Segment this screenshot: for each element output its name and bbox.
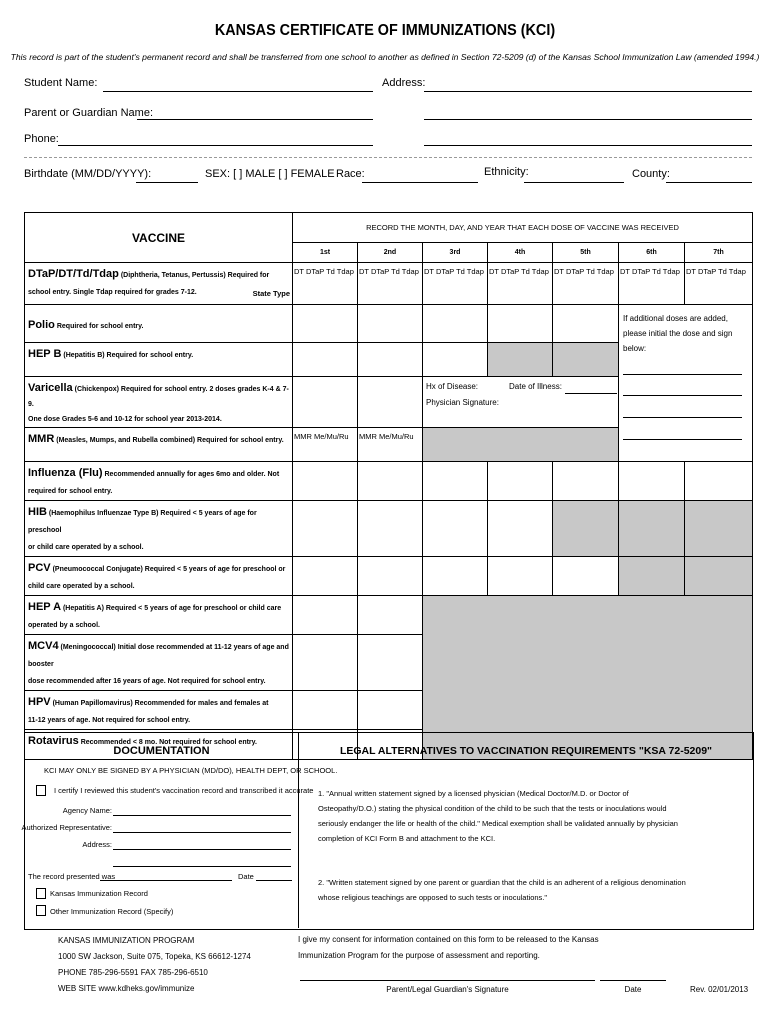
- shaded-cell: [619, 501, 685, 557]
- record-presented-field[interactable]: [100, 880, 232, 881]
- influenza-dose-2[interactable]: [358, 462, 423, 501]
- vaccine-cell-hepb: HEP B (Hepatitis B) Required for school entry.: [25, 343, 293, 377]
- form-subtitle: This record is part of the student's permanent record and shall be transferred from one school to another as defined in Section 72-5209 (d) of the Kansas School Immunization Law (amended 1994.): [10, 52, 760, 62]
- authorized-rep-label: Authorized Representative:: [21, 823, 112, 832]
- vaccine-cell-varicella: Varicella (Chickenpox) Required for school entry. 2 doses grades K-4 & 7-9. One dose Grades 5-6 and 10-12 for school year 2013-2014.: [25, 377, 293, 428]
- table-row-pcv: [25, 557, 753, 596]
- dose-header-5: 5th: [553, 243, 619, 263]
- dtap-dose-1[interactable]: DT DTaP Td Tdap: [293, 263, 358, 305]
- birthdate-field[interactable]: [136, 182, 198, 183]
- other-record-checkbox[interactable]: [36, 905, 46, 916]
- race-label: Race:: [336, 168, 365, 180]
- vaccine-cell-polio: Polio Required for school entry.: [25, 305, 293, 343]
- shaded-cell: [553, 343, 619, 377]
- additional-doses-cell[interactable]: [619, 305, 753, 462]
- dtap-dose-2[interactable]: DT DTaP Td Tdap: [358, 263, 423, 305]
- dose-header-7: 7th: [685, 243, 753, 263]
- address-label: Address:: [382, 77, 426, 89]
- polio-dose-1[interactable]: [293, 305, 358, 343]
- pcv-dose-2[interactable]: [358, 557, 423, 596]
- dose-header-4: 4th: [488, 243, 553, 263]
- birthdate-label: Birthdate (MM/DD/YYYY):: [24, 168, 152, 180]
- dtap-dose-6[interactable]: DT DTaP Td Tdap: [619, 263, 685, 305]
- guardian-signature-label: Parent/Legal Guardian's Signature: [386, 985, 509, 994]
- legal-title: LEGAL ALTERNATIVES TO VACCINATION REQUIREMENTS "KSA 72-5209": [339, 745, 713, 757]
- guardian-name-label: Parent or Guardian Name:: [24, 107, 154, 119]
- additional-sign-line-2[interactable]: [623, 395, 742, 396]
- vaccine-cell-pcv: PCV (Pneumococcal Conjugate) Required < 5 years of age for preschool or child care operated by a school.: [25, 557, 293, 596]
- hib-dose-3[interactable]: [423, 501, 488, 557]
- dtap-dose-5[interactable]: DT DTaP Td Tdap: [553, 263, 619, 305]
- polio-dose-5[interactable]: [553, 305, 619, 343]
- vaccine-cell-dtap: DTaP/DT/Td/Tdap (Diphtheria, Tetanus, Pertussis) Required for school entry. Single Tdap required for grades 7-12. State Type: [25, 263, 293, 305]
- county-label: County:: [632, 168, 670, 180]
- vaccine-cell-hepa: HEP A (Hepatitis A) Required < 5 years of age for preschool or child care operated by a school.: [25, 596, 293, 635]
- date-of-illness-field[interactable]: [565, 393, 617, 394]
- instruction-header: RECORD THE MONTH, DAY, AND YEAR THAT EACH DOSE OF VACCINE WAS RECEIVED: [293, 213, 753, 243]
- polio-dose-4[interactable]: [488, 305, 553, 343]
- polio-dose-2[interactable]: [358, 305, 423, 343]
- hx-disease-label: Hx of Disease:: [426, 382, 479, 391]
- program-name: KANSAS IMMUNIZATION PROGRAM: [58, 936, 195, 945]
- influenza-dose-1[interactable]: [293, 462, 358, 501]
- ethnicity-label: Ethnicity:: [484, 166, 529, 178]
- table-row-influenza: [25, 462, 753, 501]
- influenza-dose-4[interactable]: [488, 462, 553, 501]
- hib-dose-1[interactable]: [293, 501, 358, 557]
- additional-sign-line-1[interactable]: [623, 374, 742, 375]
- table-row-hepa: [25, 596, 753, 635]
- vaccine-header: VACCINE: [131, 230, 186, 245]
- hepb-dose-1[interactable]: [293, 343, 358, 377]
- dtap-dose-4[interactable]: DT DTaP Td Tdap: [488, 263, 553, 305]
- doc-date-label: Date: [238, 872, 254, 881]
- vaccine-cell-mcv4: MCV4 (Meningococcal) Initial dose recommended at 11-12 years of age and booster dose recommended after 16 years of age. Not required for school entry.: [25, 635, 293, 691]
- influenza-dose-6[interactable]: [619, 462, 685, 501]
- kir-label: Kansas Immunization Record: [50, 889, 148, 898]
- pcv-dose-5[interactable]: [553, 557, 619, 596]
- vaccine-cell-rotavirus: Rotavirus Recommended < 8 mo. Not required for school entry.: [25, 730, 293, 760]
- vaccine-cell-mmr: MMR (Measles, Mumps, and Rubella combined) Required for school entry.: [25, 428, 293, 462]
- kir-checkbox[interactable]: [36, 888, 46, 899]
- pcv-dose-1[interactable]: [293, 557, 358, 596]
- address-line-3-field[interactable]: [424, 145, 752, 146]
- legal-item-2: 2. "Written statement signed by one parent or guardian that the child is an adherent of a religious denomination whose religious teachings are opposed to such tests or inoculations.": [318, 878, 686, 902]
- certify-label: I certify I reviewed this student's vaccination record and transcribed it accurate: [54, 786, 314, 795]
- guardian-name-field[interactable]: [137, 119, 373, 120]
- form-title: KANSAS CERTIFICATE OF IMMUNIZATIONS (KCI): [214, 22, 556, 39]
- doc-address-field[interactable]: [113, 849, 291, 850]
- additional-sign-line-3[interactable]: [623, 417, 742, 418]
- dtap-dose-3[interactable]: DT DTaP Td Tdap: [423, 263, 488, 305]
- shaded-cell: [488, 343, 553, 377]
- influenza-dose-5[interactable]: [553, 462, 619, 501]
- dose-header-2: 2nd: [358, 243, 423, 263]
- varicella-history-cell[interactable]: [423, 377, 619, 428]
- shaded-cell: [619, 557, 685, 596]
- hepb-dose-2[interactable]: [358, 343, 423, 377]
- address-field[interactable]: [424, 91, 752, 92]
- student-name-field[interactable]: [103, 91, 373, 92]
- phone-field[interactable]: [58, 145, 373, 146]
- table-row-dtap: [25, 263, 753, 305]
- program-website: WEB SITE www.kdheks.gov/immunize: [58, 984, 195, 993]
- pcv-dose-4[interactable]: [488, 557, 553, 596]
- phone-label: Phone:: [24, 133, 59, 145]
- hepa-dose-2[interactable]: [358, 596, 423, 635]
- additional-sign-line-4[interactable]: [623, 439, 742, 440]
- dose-header-3: 3rd: [423, 243, 488, 263]
- dose-header-1: 1st: [293, 243, 358, 263]
- shaded-cell: [553, 501, 619, 557]
- agency-name-field[interactable]: [113, 815, 291, 816]
- varicella-dose-1[interactable]: [293, 377, 358, 428]
- legal-item-1: 1. "Annual written statement signed by a licensed physician (Medical Doctor/M.D. or Doctor of Osteopathy/D.O.) stating the physical condition of the child to be such that the tests or inoculations would seriously endanger the life or health of the child." Medical exemption shall be validated annually by physician completion of KCI Form B and attachment to the KCI.: [318, 789, 678, 843]
- agency-name-label: Agency Name:: [62, 806, 112, 815]
- guardian-signature-field[interactable]: [300, 980, 595, 981]
- vaccine-cell-influenza: Influenza (Flu) Recommended annually for ages 6mo and older. Not required for school entry.: [25, 462, 293, 501]
- table-row-polio: [25, 305, 753, 343]
- dtap-dose-7[interactable]: DT DTaP Td Tdap: [685, 263, 753, 305]
- pcv-dose-3[interactable]: [423, 557, 488, 596]
- vaccine-header-cell: [25, 213, 293, 263]
- influenza-dose-3[interactable]: [423, 462, 488, 501]
- revision-label: Rev. 02/01/2013: [690, 985, 749, 994]
- ethnicity-field[interactable]: [524, 182, 624, 183]
- vaccine-table: [24, 212, 753, 760]
- shaded-cell: [423, 428, 619, 462]
- table-row-hib: [25, 501, 753, 557]
- hpv-dose-2[interactable]: [358, 691, 423, 730]
- documentation-title: DOCUMENTATION: [113, 745, 210, 757]
- county-field[interactable]: [666, 182, 752, 183]
- state-type-label: State Type: [252, 289, 290, 298]
- signature-date-label: Date: [624, 985, 642, 994]
- mmr-dose-2[interactable]: MMR Me/Mu/Ru: [358, 428, 423, 462]
- hpv-dose-1[interactable]: [293, 691, 358, 730]
- hib-dose-4[interactable]: [488, 501, 553, 557]
- address-line-2-field[interactable]: [424, 119, 752, 120]
- record-presented-label: The record presented was: [28, 872, 116, 881]
- program-phone: PHONE 785-296-5591 FAX 785-296-6510: [58, 968, 208, 977]
- physician-signature-label: Physician Signature:: [426, 398, 499, 407]
- vaccine-cell-hib: HIB (Haemophilus Influenzae Type B) Required < 5 years of age for preschool or child care operated by a school.: [25, 501, 293, 557]
- authorized-rep-field[interactable]: [113, 832, 291, 833]
- doc-address-line-2[interactable]: [113, 866, 291, 867]
- divider: [24, 157, 752, 158]
- mcv4-dose-2[interactable]: [358, 635, 423, 691]
- varicella-dose-2[interactable]: [358, 377, 423, 428]
- shaded-cell: [685, 501, 753, 557]
- date-of-illness-label: Date of Illness:: [509, 382, 562, 391]
- dose-header-6: 6th: [619, 243, 685, 263]
- other-record-label: Other Immunization Record (Specify): [50, 907, 174, 916]
- doc-date-field[interactable]: [256, 880, 292, 881]
- hib-dose-2[interactable]: [358, 501, 423, 557]
- influenza-dose-7[interactable]: [685, 462, 753, 501]
- race-field[interactable]: [362, 182, 478, 183]
- student-name-label: Student Name:: [24, 77, 98, 89]
- section-divider: [298, 732, 299, 928]
- doc-address-label: Address:: [82, 840, 112, 849]
- sex-label[interactable]: SEX: [ ] MALE [ ] FEMALE: [205, 168, 335, 180]
- vaccine-cell-hpv: HPV (Human Papillomavirus) Recommended for males and females at 11-12 years of age. Not required for school entry.: [25, 691, 293, 730]
- program-address: 1000 SW Jackson, Suite 075, Topeka, KS 66612-1274: [58, 952, 251, 961]
- polio-dose-3[interactable]: [423, 305, 488, 343]
- mmr-dose-1[interactable]: MMR Me/Mu/Ru: [293, 428, 358, 462]
- hepb-dose-3[interactable]: [423, 343, 488, 377]
- program-info: [58, 933, 251, 997]
- documentation-note: KCI MAY ONLY BE SIGNED BY A PHYSICIAN (MD/DO), HEALTH DEPT, OR SCHOOL.: [44, 766, 338, 775]
- consent-statement: I give my consent for information contained on this form to be released to the Kansas Immunization Program for the purpose of assessment and reporting.: [298, 935, 599, 960]
- additional-doses-note: If additional doses are added, please initial the dose and sign below:: [623, 314, 733, 353]
- mcv4-dose-1[interactable]: [293, 635, 358, 691]
- hepa-dose-1[interactable]: [293, 596, 358, 635]
- signature-date-field[interactable]: [600, 980, 666, 981]
- shaded-cell: [685, 557, 753, 596]
- certify-checkbox[interactable]: [36, 785, 46, 796]
